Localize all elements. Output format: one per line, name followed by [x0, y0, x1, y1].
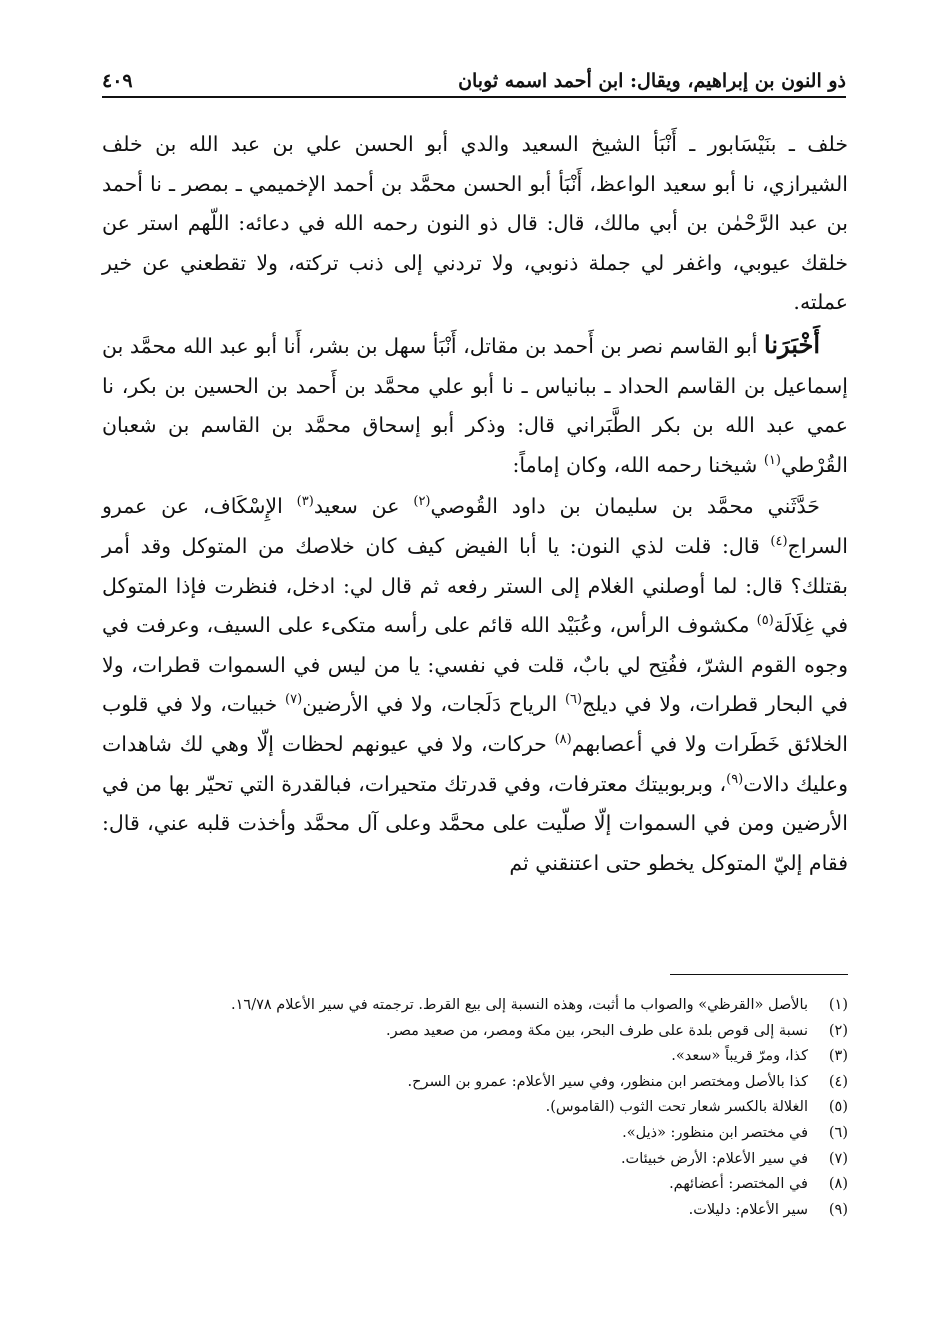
text-segment: خبيات، ولا في قلوب الخلائق خَطَرات ولا في أعصابهم: [102, 692, 848, 756]
footnote: [98, 1172, 848, 1198]
text-segment: مكشوف الرأس، وعُبَيْد الله قائم على رأسه متكىء على السيف، وعرفت في وجوه القوم الشرّ، ففُتِح لي بابٌ، قلت في نفسي: يا من ليس في السموات قطرات، ولا في البحار قطرات، ولا في ديلج: [102, 613, 848, 717]
footnote-text: في مختصر ابن منظور: «ذيل».: [622, 1124, 808, 1141]
footnote-ref[interactable]: (٩): [726, 771, 744, 787]
page-header: [102, 58, 846, 98]
footnote-number: (٦): [828, 1124, 848, 1141]
text-segment: أبو القاسم نصر بن أَحمد بن مقاتل، أَنْبَأ سهل بن بشر، أَنا أبو عبد الله محمَّد بن إسماعيل بن القاسم الحداد ـ ببانياس ـ نا أبو علي محمَّد بن أَحمد بن الحسين بن بكر، نا عمي عبد الله بن بكر الطَّبَراني قال: وذكر أبو إسحاق محمَّد بن القاسم بن شعبان القُرْطي: [102, 333, 848, 477]
footnote: [98, 993, 848, 1019]
paragraph: [102, 325, 848, 485]
footnote: [98, 1121, 848, 1147]
main-text: [102, 125, 848, 883]
footnote-number: (٧): [828, 1150, 848, 1167]
footnote-text: كذا بالأصل ومختصر ابن منظور، وفي سير الأعلام: عمرو بن السرح.: [407, 1073, 808, 1090]
text-segment: شيخنا رحمه الله، وكان إماماً:: [512, 452, 764, 477]
footnote: [98, 1019, 848, 1045]
footnote-text: كذا، ومرّ قريباً «سعد».: [671, 1048, 808, 1065]
footnote-number: (٣): [828, 1048, 848, 1065]
footnote: [98, 1070, 848, 1096]
paragraph: [102, 125, 848, 323]
footnote: [98, 1147, 848, 1173]
footnote-number: (٨): [828, 1176, 848, 1193]
footnote-ref[interactable]: (٦): [564, 692, 583, 708]
footnote-number: (٤): [828, 1073, 848, 1090]
footnote-text: بالأصل «القرظي» والصواب ما أثبت، وهذه النسبة إلى بيع القرط. ترجمته في سير الأعلام ١٦/٧٨.: [231, 997, 808, 1013]
footnote-text: سير الأعلام: دليلات.: [688, 1201, 808, 1218]
footnote-number: (١): [828, 997, 848, 1013]
footnotes: [98, 993, 848, 1223]
footnote: [98, 1044, 848, 1070]
footnote: [98, 1198, 848, 1224]
text-segment: عن سعيد: [313, 494, 414, 519]
footnote-ref[interactable]: (٢): [413, 494, 431, 510]
footnote-text: نسبة إلى قوص بلدة على طرف البحر، بين مكة ومصر، من صعيد مصر.: [385, 1022, 808, 1039]
paragraph-lead-word: أَخْبَرَنا: [764, 329, 820, 359]
footnote-text: في المختصر: أعضائهم.: [669, 1176, 808, 1193]
text-segment: حركات، ولا في عيونهم لحظات إلّا وهي لك شاهدات وعليك دالات: [102, 731, 848, 796]
text-segment: ، وبربوبيتك معترفات، وفي قدرتك متحيرات، فبالقدرة التي تحيّر بها من في الأرضين ومن في السموات إلّا صلّيت على محمَّد وعلى آل محمَّد وأخذت قلبه عني، قال: فقام إليّ المتوكل يخطو حتى اعتنقني ثم: [102, 771, 848, 875]
footnote: [98, 1095, 848, 1121]
text-segment: قال: قلت لذي النون: يا أبا الفيض كيف كان خلاصك من المتوكل وقد أمر بقتلك؟ قال: لما أوصلني الغلام إلى الستر رفعه ثم قال لي: ادخل، فنظرت فإذا المتوكل في غِلَالَة: [102, 533, 849, 638]
footnote-ref[interactable]: (٣): [296, 494, 314, 510]
text-segment: حَدَّثَني محمَّد بن سليمان بن داود القُوصي: [430, 494, 820, 519]
footnote-ref[interactable]: (٥): [756, 613, 774, 629]
text-segment: الرياح دَلَجات، ولا في الأرضين: [302, 692, 565, 717]
footnote-text: الغلالة بالكسر شعار تحت الثوب (القاموس).: [545, 1099, 808, 1116]
footnote-ref[interactable]: (٨): [554, 732, 572, 748]
text-segment: الإِسْكَاف، عن عمرو السراج: [102, 494, 848, 558]
footnote-ref[interactable]: (١): [763, 452, 781, 468]
paragraph: [102, 487, 848, 883]
page-number: ٤٠٩: [102, 70, 133, 92]
text-segment: خلف ـ بنَيْسَابور ـ أَنْبَأ الشيخ السعيد والدي أبو الحسن علي بن عبد الله بن خلف الشيرازي، نا أبو سعيد الواعظ، أَنْبَأ أبو الحسن محمَّد بن أحمد الإخميمي ـ بمصر ـ نا أحمد بن عبد الرَّحْمٰن بن أبي مالك، قال: قال ذو النون رحمه الله في دعائه: اللّهم استر عن خلقك عيوبي، واغفر لي جملة ذنوبي، ولا تردني إلى ذنب تركته، ولا تقطعني عن خير عملته.: [102, 132, 848, 315]
footnote-number: (٥): [828, 1099, 848, 1116]
footnote-number: (٢): [828, 1022, 848, 1039]
footnote-ref[interactable]: (٧): [285, 692, 303, 708]
footnote-text: في سير الأعلام: الأرض خبيئات.: [620, 1150, 808, 1167]
footnote-ref[interactable]: (٤): [770, 534, 788, 550]
running-title: ذو النون بن إبراهيم، ويقال: ابن أحمد اسمه ثوبان: [458, 70, 846, 92]
footnote-number: (٩): [828, 1201, 848, 1218]
footnote-separator: [670, 974, 848, 975]
